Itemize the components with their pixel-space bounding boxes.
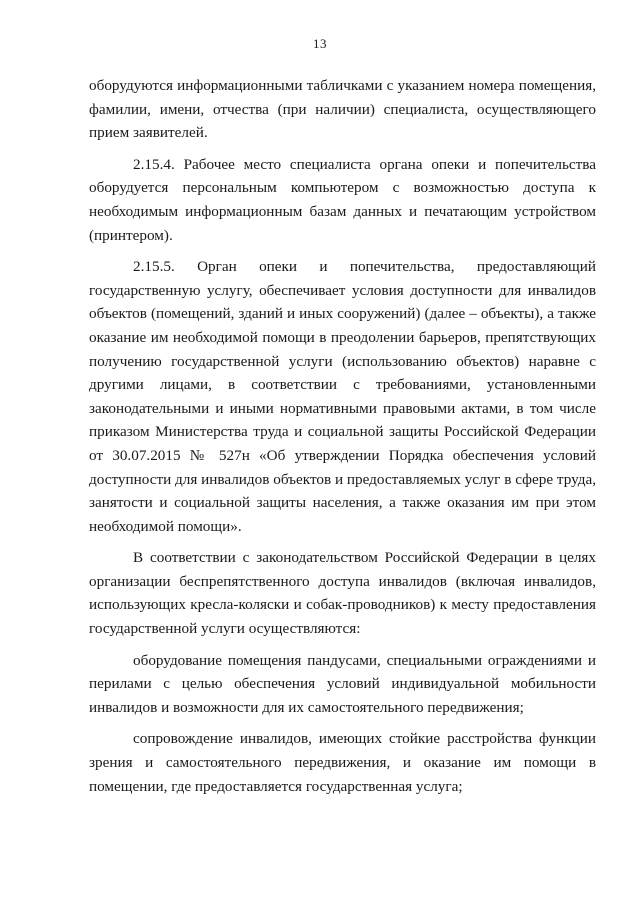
document-body <box>89 74 596 806</box>
paragraph-2-15-5: 2.15.5. Орган опеки и попечительства, предоставляющий государственную услугу, обеспечивает условия доступности для инвалидов объектов (помещений, зданий и иных сооружений) (далее – объекты), а также оказание им необходимой помощи в преодолении барьеров, препятствующих получению государственной услуги (использованию объектов) наравне с другими лицами, в соответствии с требованиями, установленными законодательными и иными нормативными правовыми актами, в том числе приказом Министерства труда и социальной защиты Российской Федерации от 30.07.2015 № 527н «Об утверждении Порядка обеспечения условий доступности для инвалидов объектов и предоставляемых услуг в сфере труда, занятости и социальной защиты населения, а также оказания им при этом необходимой помощи». <box>89 258 596 535</box>
paragraph-2-15-4: 2.15.4. Рабочее место специалиста органа опеки и попечительства оборудуется персональным компьютером с возможностью доступа к необходимым информационным базам данных и печатающим устройством (принтером). <box>89 155 596 244</box>
page-number: 13 <box>313 36 327 51</box>
list-item-ramps: оборудование помещения пандусами, специальными ограждениями и перилами с целью обеспечения условий индивидуальной мобильности инвалидов и возможности для их самостоятельного передвижения; <box>89 651 596 716</box>
paragraph-continuation: оборудуются информационными табличками с указанием номера помещения, фамилии, имени, отчества (при наличии) специалиста, осуществляющего прием заявителей. <box>89 77 596 142</box>
paragraph-accessibility-measures: В соответствии с законодательством Российской Федерации в целях организации беспрепятственного доступа инвалидов (включая инвалидов, использующих кресла-коляски и собак-проводников) к месту предоставления государственной услуги осуществляются: <box>89 549 596 638</box>
list-item-escort: сопровождение инвалидов, имеющих стойкие расстройства функции зрения и самостоятельного передвижения, и оказание им помощи в помещении, где предоставляется государственная услуга; <box>89 730 596 795</box>
